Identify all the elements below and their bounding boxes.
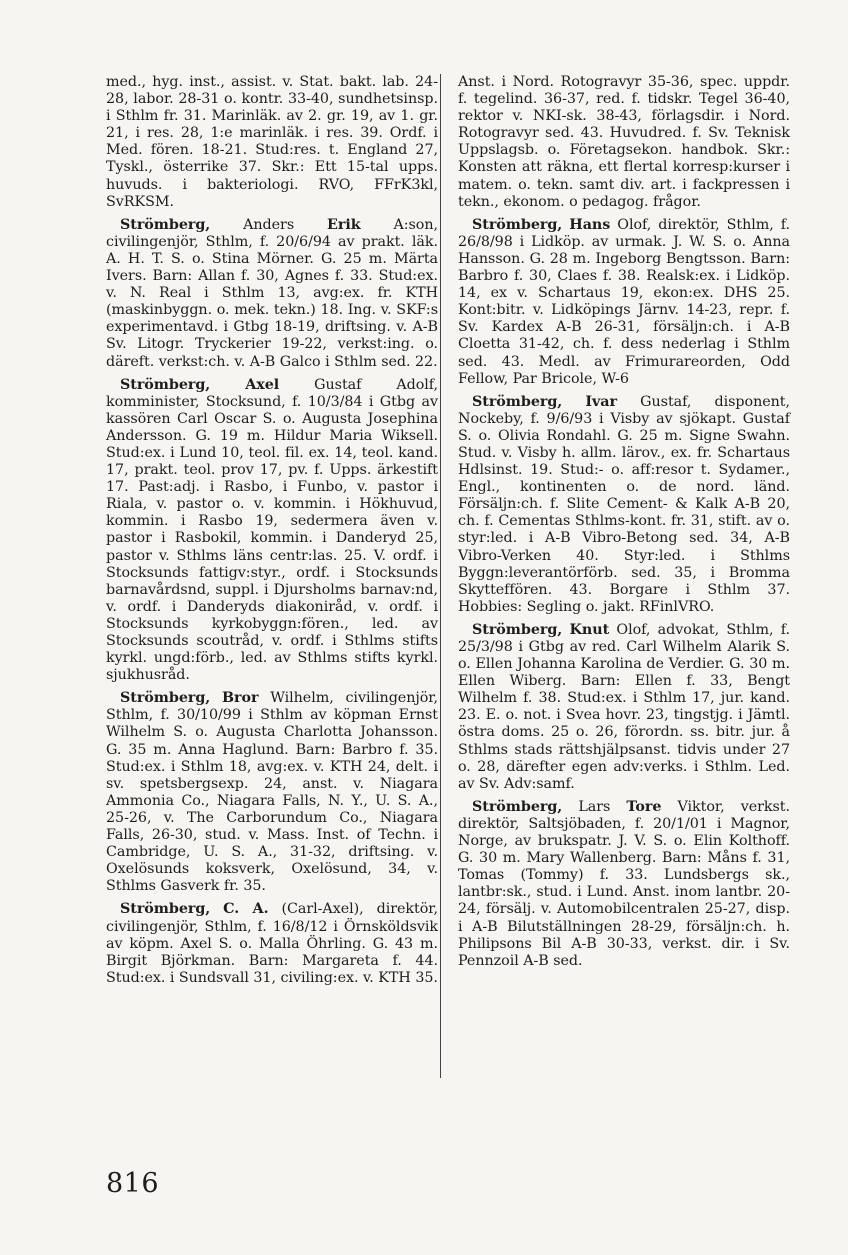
entry-stromberg-tore xyxy=(458,799,790,970)
entry-surname: Strömberg, xyxy=(472,621,563,638)
entry-text: A:son, civilingenjör, Sthlm, f. 20/6/94 av prakt. läk. A. H. T. S. o. Stina Mörner. G. 25 m. Märta Ivers. Barn: Allan f. 30, Agnes f. 33. Stud:ex. v. N. Real i Sthlm 13, avg:ex. fr. KTH (maskinbyggn. o. mek. tekn.) 18. Ing. v. SKF:s experimentavd. i Gtbg 18-19, driftsing. v. A-B Sv. Litogr. Tryckerier 19-22, verkst:ing. o. däreft. verkst:ch. v. A-B Galco i Sthlm sed. 22. xyxy=(106,216,439,370)
entry-surname: Strömberg, xyxy=(120,376,211,393)
entry-given-bold: Tore xyxy=(626,798,662,815)
entry-text: Wilhelm, civilingenjör, Sthlm, f. 30/10/99 i Sthlm av köpman Ernst Wilhelm S. o. Augusta Charlotta Johansson. G. 35 m. Anna Haglund. Barn: Barbro f. 35. Stud:ex. i Sthlm 18, avg:ex. v. KTH 24, delt. i sv. spetsbergsexp. 24, anst. v. Niagara Ammonia Co., Niagara Falls, N. Y., U. S. A., 25-26, v. The Carborundum Co., Niagara Falls, 26-30, stud. v. Mass. Inst. of Techn. i Cambridge, U. S. A., 31-32, driftsing. v. Oxelösunds koksverk, Oxelösund, 34, v. Sthlms Gasverk fr. 35. xyxy=(106,690,439,895)
entry-text: Olof, direktör, Sthlm, f. 26/8/98 i Lidköp. av urmak. J. W. S. o. Anna Hansson. G. 28 m. Ingeborg Bengtsson. Barn: Barbro f. 30, Claes f. 38. Realsk:ex. i Lidköp. 14, ex v. Schartaus 19, ekon:ex. DHS 25. Kont:bitr. v. Lidköpings Järnv. 14-23, repr. f. Sv. Kardex A-B 26-31, försäljn:ch. i A-B Cloetta 31-42, ch. f. dess nederlag i Sthlm sed. 43. Medl. av Frimurareorden, Odd Fellow, Par Bricole, W-6 xyxy=(458,216,791,387)
entry-text: Olof, advokat, Sthlm, f. 25/3/98 i Gtbg av red. Carl Wilhelm Alarik S. o. Ellen Johanna Karolina de Verdier. G. 30 m. Ellen Wiberg. Barn: Ellen f. 33, Bengt Wilhelm f. 38. Stud:ex. i Sthlm 17, jur. kand. 23. E. o. not. i Svea hovr. 23, tingstjg. i Jämtl. östra doms. 25 o. 26, förordn. ss. bitr. jur. å Sthlms stads rättshjälpsanst. tidvis under 27 o. 28, därefter egen adv:verks. i Sthlm. Led. av Sv. Adv:samf. xyxy=(458,621,791,792)
entry-surname: Strömberg, xyxy=(472,216,563,233)
entry-surname: Strömberg, xyxy=(120,690,211,707)
entry-given-bold: Axel xyxy=(245,376,280,393)
entry-given-plain: Lars xyxy=(578,798,611,815)
entry-text: (Carl-Axel), direktör, civilingenjör, Sthlm, f. 16/8/12 i Örnsköldsvik av köpm. Axel S. o. Malla Öhrling. G. 43 m. Birgit Björkman. Barn: Margareta f. 44. Stud:ex. i Sundsvall 31, civiling:ex. v. KTH 35. xyxy=(106,901,438,986)
entry-surname: Strömberg, xyxy=(472,393,563,410)
entry-given-bold: Knut xyxy=(569,621,610,638)
entry-stromberg-bror xyxy=(106,690,438,895)
right-column xyxy=(458,74,790,976)
entry-given-bold: Erik xyxy=(327,216,361,233)
entry-given-bold: C. A. xyxy=(223,901,269,918)
entry-text: Gustaf, disponent, Nockeby, f. 9/6/93 i Visby av sjökapt. Gustaf S. o. Olivia Rondahl. G. 25 m. Signe Swahn. Stud. v. Visby h. allm. lärov., ex. fr. Schartaus Hdlsinst. 19. Stud:- o. aff:resor t. Sydamer., Engl., kontinenten o. de nord. länd. Försäljn:ch. f. Slite Cement- & Kalk A-B 20, ch. f. Cementas Sthlms-kont. fr. 31, stift. av o. styr:led. i A-B Vibro-Betong sed. 34, A-B Vibro-Verken 40. Styr:led. i Sthlms Byggn:leverantörförb. sed. 35, i Bromma Skytteffören. 43. Borgare i Sthlm 37. Hobbies: Segling o. jakt. RFinlVRO. xyxy=(458,393,790,615)
continuation-text: med., hyg. inst., assist. v. Stat. bakt. lab. 24-28, labor. 28-31 o. kontr. 33-40, sundhetsinsp. i Sthlm fr. 31. Marinläk. av 2. gr. 19, av 1. gr. 21, i res. 28, 1:e marinläk. i res. 39. Ordf. i Med. fören. 18-21. Stud:res. t. England 27, Tyskl., österrike 37. Skr.: Ett 15-tal upps. huvuds. i bakteriologi. RVO, FFrK3kl, SvRKSM. xyxy=(106,74,438,210)
column-divider xyxy=(440,74,441,1078)
entry-surname: Strömberg, xyxy=(472,798,563,815)
page-number: 816 xyxy=(106,1168,160,1199)
entry-stromberg-ivar xyxy=(458,394,790,616)
entry-surname: Strömberg, xyxy=(120,901,211,918)
entry-stromberg-erik xyxy=(106,217,438,371)
continuation-text: Anst. i Nord. Rotogravyr 35-36, spec. uppdr. f. tegelind. 36-37, red. f. tidskr. Tegel 36-40, rektor v. NKI-sk. 38-43, förlagsdir. i Nord. Rotogravyr sed. 43. Huvudred. f. Sv. Teknisk Uppslagsb. o. Företagsekon. handbok. Skr.: Konsten att räkna, ett flertal korresp:kurser i matem. o. tekn. samt div. art. i fackpressen i tekn., ekonom. o pedagog. frågor. xyxy=(458,74,790,210)
entry-given-bold: Hans xyxy=(569,216,611,233)
entry-given-plain: Anders xyxy=(243,216,295,233)
entry-given-bold: Ivar xyxy=(585,393,617,410)
entry-stromberg-ca xyxy=(106,901,438,986)
entry-given-bold: Bror xyxy=(221,690,259,707)
entry-text: Viktor, verkst. direktör, Saltsjöbaden, f. 20/1/01 i Magnor, Norge, av brukspatr. J. V. S. o. Elin Kolthoff. G. 30 m. Mary Wallenberg. Barn: Måns f. 31, Tomas (Tommy) f. 33. Lundsbergs sk., lantbr:sk., stud. i Lund. Anst. inom lantbr. 20-24, försälj. v. Automobilcentralen 25-27, disp. i A-B Bilutställningen 28-29, försäljn:ch. h. Philipsons Bil A-B 30-33, verkst. dir. i Sv. Pennzoil A-B sed. xyxy=(458,798,791,969)
left-column xyxy=(106,74,438,993)
entry-stromberg-hans xyxy=(458,217,790,388)
entry-surname: Strömberg, xyxy=(120,216,211,233)
entry-text: Gustaf Adolf, komminister, Stocksund, f. 10/3/84 i Gtbg av kassören Carl Oscar S. o. Augusta Josephina Andersson. G. 19 m. Hildur Maria Wiksell. Stud:ex. i Lund 10, teol. fil. ex. 14, teol. kand. 17, prakt. teol. prov 17, pv. f. Upps. ärkestift 17. Past:adj. i Rasbo, i Funbo, v. pastor i Riala, v. pastor o. v. kommin. i Hökhuvud, kommin. i Rasbo 19, sedermera även v. pastor i Rasbokil, kommin. i Danderyd 25, pastor v. Sthlms läns centr:las. 25. V. ordf. i Stocksunds fattigv:styr., ordf. i Stocksunds barnavårdsnd, suppl. i Djursholms barnav:nd, v. ordf. i Danderyds diakoniråd, v. ordf. i Stocksunds kyrkobyggn:fören., led. av Stocksunds scoutråd, v. ordf. i Sthlms stifts kyrkl. ungd:förb., led. av Sthlms stifts kyrkl. sjukhusråd. xyxy=(106,376,438,684)
entry-stromberg-axel xyxy=(106,377,438,685)
entry-stromberg-knut xyxy=(458,622,790,793)
